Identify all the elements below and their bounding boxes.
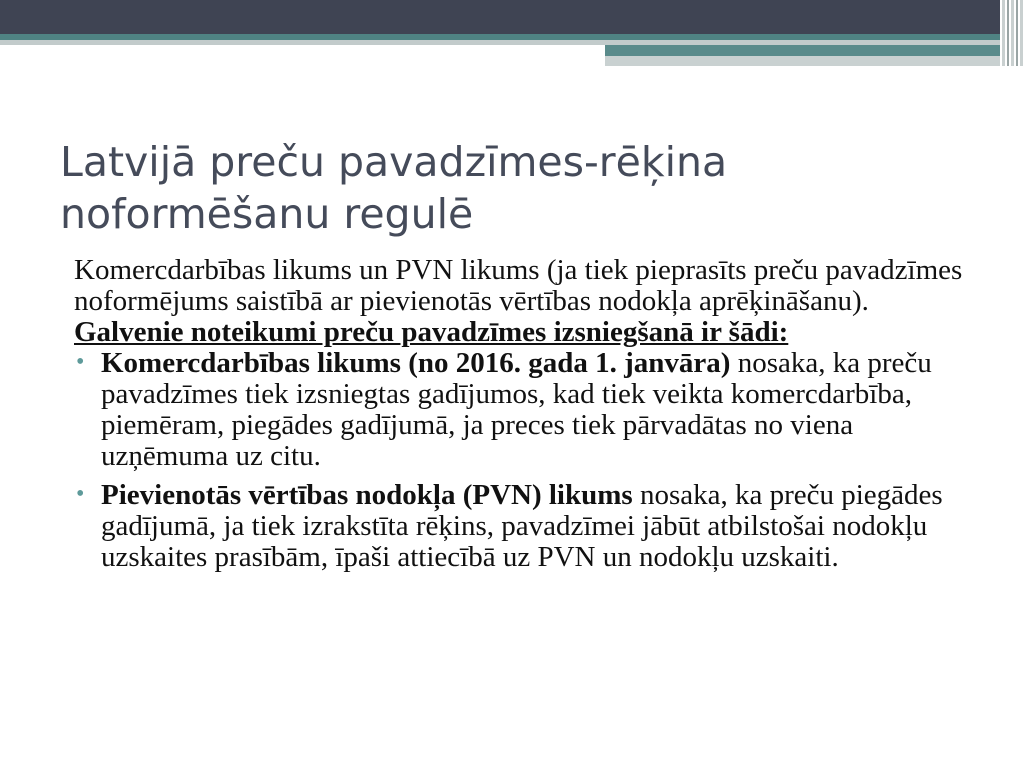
rules-list xyxy=(74,348,974,573)
intro-paragraph: Komercdarbības likums un PVN likums (ja tiek pieprasīts preču pavadzīmes noformējums saistībā ar pievienotās vērtības nodokļa aprēķināšanu). xyxy=(74,254,963,317)
slide-title-line1: Latvijā preču pavadzīmes-rēķina xyxy=(60,138,728,186)
bullet-icon: • xyxy=(76,349,85,375)
slide-body xyxy=(74,255,974,581)
rules-heading: Galvenie noteikumi preču pavadzīmes izsniegšanā ir šādi: xyxy=(74,316,789,348)
bullet-bold-text: Pievienotās vērtības nodokļa (PVN) likums xyxy=(101,479,633,511)
bullet-bold-text: Komercdarbības likums (no 2016. gada 1. janvāra) xyxy=(101,347,731,379)
slide-title-line2: noformēšanu regulē xyxy=(60,190,474,238)
header-grey-block xyxy=(605,56,1000,66)
header-bar xyxy=(0,0,1024,34)
list-item xyxy=(74,480,974,573)
list-item xyxy=(74,348,974,472)
header-vertical-stripes xyxy=(1000,0,1024,66)
bullet-icon: • xyxy=(76,481,85,507)
header-accent-block xyxy=(605,45,1000,56)
bullet-text: nosaka, ka preču piegādes gadījumā, ja tiek izrakstīta rēķins, pavadzīmei jābūt atbilstošai nodokļu uzskaites prasībām, īpaši attiecībā uz PVN un nodokļu uzskaiti. xyxy=(101,479,943,573)
bullet-text: nosaka, ka preču pavadzīmes tiek izsniegtas gadījumos, kad tiek veikta komercdarbība, piemēram, piegādes gadījumā, ja preces tiek pārvadātas no viena uzņēmuma uz citu. xyxy=(101,347,932,472)
slide-title xyxy=(60,136,960,240)
